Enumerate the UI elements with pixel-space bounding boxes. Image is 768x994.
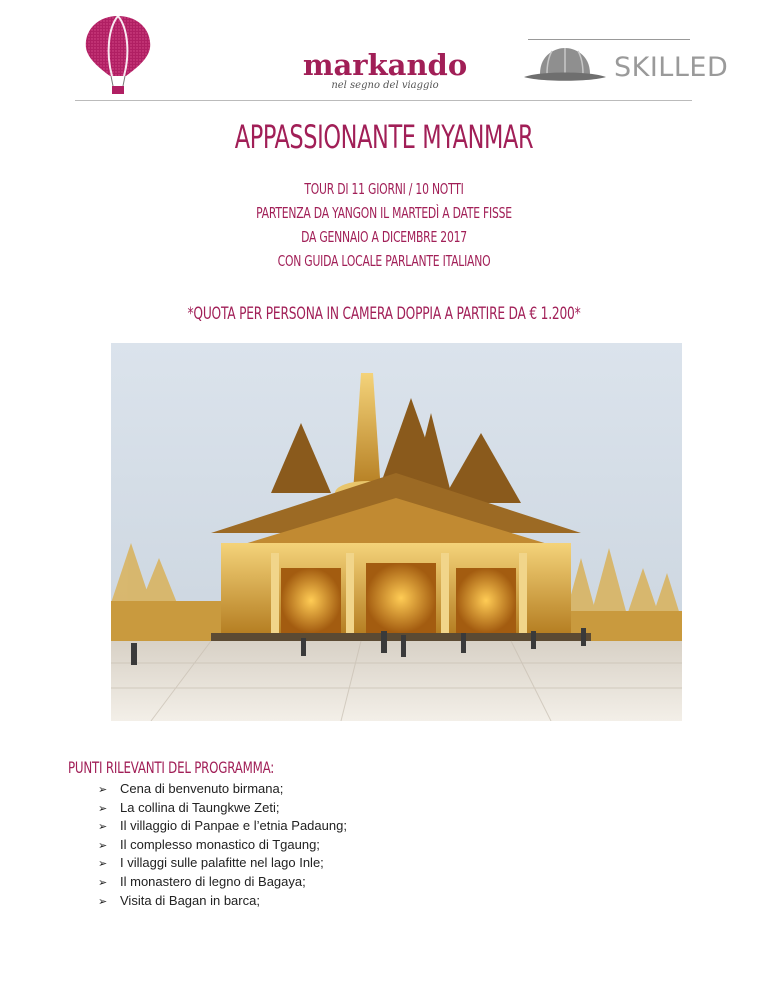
list-item bbox=[98, 873, 347, 892]
page-title: APPASSIONANTE MYANMAR bbox=[234, 118, 534, 156]
highlights-list bbox=[98, 780, 347, 910]
subtitle-line: TOUR DI 11 GIORNI / 10 NOTTI bbox=[304, 180, 464, 198]
brand-tagline: nel segno del viaggio bbox=[331, 80, 439, 91]
arrow-bullet-icon: ➢ bbox=[98, 876, 108, 889]
list-item bbox=[98, 836, 347, 855]
list-item-text: Il complesso monastico di Tgaung; bbox=[120, 836, 320, 852]
brand-logo bbox=[300, 50, 470, 92]
list-item bbox=[98, 780, 347, 799]
header-divider bbox=[75, 100, 692, 101]
list-item-text: Visita di Bagan in barca; bbox=[120, 892, 260, 908]
subtitle-line: CON GUIDA LOCALE PARLANTE ITALIANO bbox=[277, 252, 491, 270]
list-item bbox=[98, 892, 347, 911]
list-item bbox=[98, 799, 347, 818]
subtitle-line: DA GENNAIO A DICEMBRE 2017 bbox=[301, 228, 467, 246]
partner-rule bbox=[528, 39, 690, 40]
arrow-bullet-icon: ➢ bbox=[98, 839, 108, 852]
list-item bbox=[98, 854, 347, 873]
list-item-text: Il villaggio di Panpae e l’etnia Padaung; bbox=[120, 818, 347, 834]
arrow-bullet-icon: ➢ bbox=[98, 802, 108, 815]
pith-helmet-icon bbox=[520, 44, 610, 84]
list-item-text: La collina di Taungkwe Zeti; bbox=[120, 799, 280, 815]
page-header bbox=[0, 0, 768, 110]
arrow-bullet-icon: ➢ bbox=[98, 821, 108, 834]
list-item bbox=[98, 817, 347, 836]
list-item-text: Il monastero di legno di Bagaya; bbox=[120, 873, 306, 889]
arrow-bullet-icon: ➢ bbox=[98, 895, 108, 908]
arrow-bullet-icon: ➢ bbox=[98, 784, 108, 796]
list-item-text: I villaggi sulle palafitte nel lago Inle; bbox=[120, 855, 324, 871]
pagoda-photo bbox=[111, 343, 682, 721]
subtitle-line: PARTENZA DA YANGON IL MARTEDÌ A DATE FISSE bbox=[256, 204, 512, 222]
partner-name: SKILLED bbox=[614, 52, 729, 83]
hot-air-balloon-icon bbox=[82, 14, 154, 96]
arrow-bullet-icon: ➢ bbox=[98, 858, 108, 871]
list-item-text: Cena di benvenuto birmana; bbox=[120, 781, 284, 796]
price-note: *QUOTA PER PERSONA IN CAMERA DOPPIA A PARTIRE DA € 1.200* bbox=[187, 304, 581, 324]
brand-name: markando bbox=[302, 48, 468, 82]
section-heading: PUNTI RILEVANTI DEL PROGRAMMA: bbox=[68, 758, 275, 777]
